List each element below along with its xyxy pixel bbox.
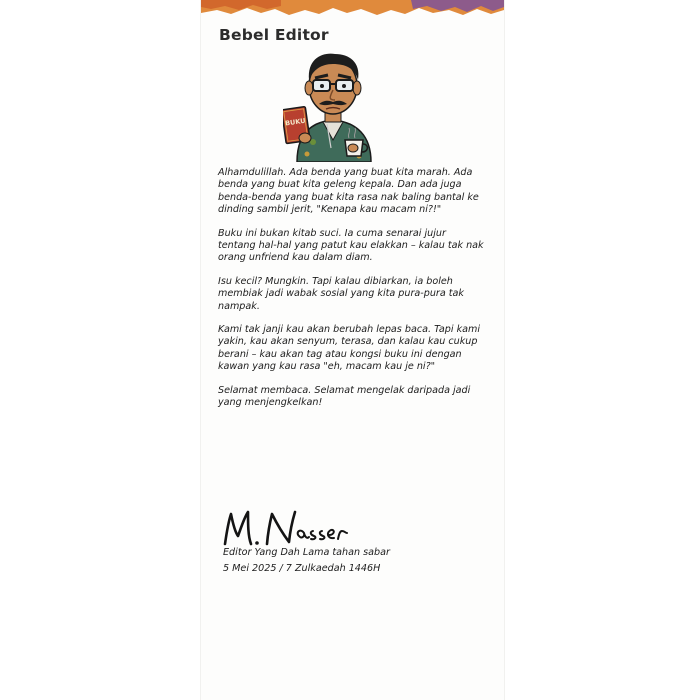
page-title: Bebel Editor [219,26,329,44]
paragraph: Buku ini bukan kitab suci. Ia cuma senarai jujur tentang hal-hal yang patut kau elakkan – kalau tak nak orang unfriend kau dalam diam. [218,227,484,264]
paragraph: Alhamdulillah. Ada benda yang buat kita marah. Ada benda yang buat kita geleng kepala. Dan ada juga benda-benda yang buat kita rasa nak baling bantal ke dinding sambil jerit, "Kenapa kau macam ni?!" [218,167,479,216]
paragraph: Selamat membaca. Selamat mengelak daripada jadi yang menjengkelkan! [218,384,471,409]
editor-caricature-icon [283,44,383,162]
paragraph: Kami tak janji kau akan berubah lepas baca. Tapi kami yakin, kau akan senyum, terasa, dan kalau kau cukup berani – kau akan tag atau kongsi buku ini dengan kawan yang kau rasa "eh, macam kau je ni?" [218,324,481,373]
page [201,0,504,700]
signature-role: Editor Yang Dah Lama tahan sabar [223,547,390,558]
editorial-body [218,167,484,421]
torn-paper-edge [201,0,504,22]
book-label: BUKU [284,116,307,128]
signature-date: 5 Mei 2025 / 7 Zulkaedah 1446H [223,563,381,574]
paragraph: Isu kecil? Mungkin. Tapi kalau dibiarkan, ia boleh membiak jadi wabak sosial yang kita pura-pura tak nampak. [218,275,464,312]
handwritten-signature [221,506,391,550]
